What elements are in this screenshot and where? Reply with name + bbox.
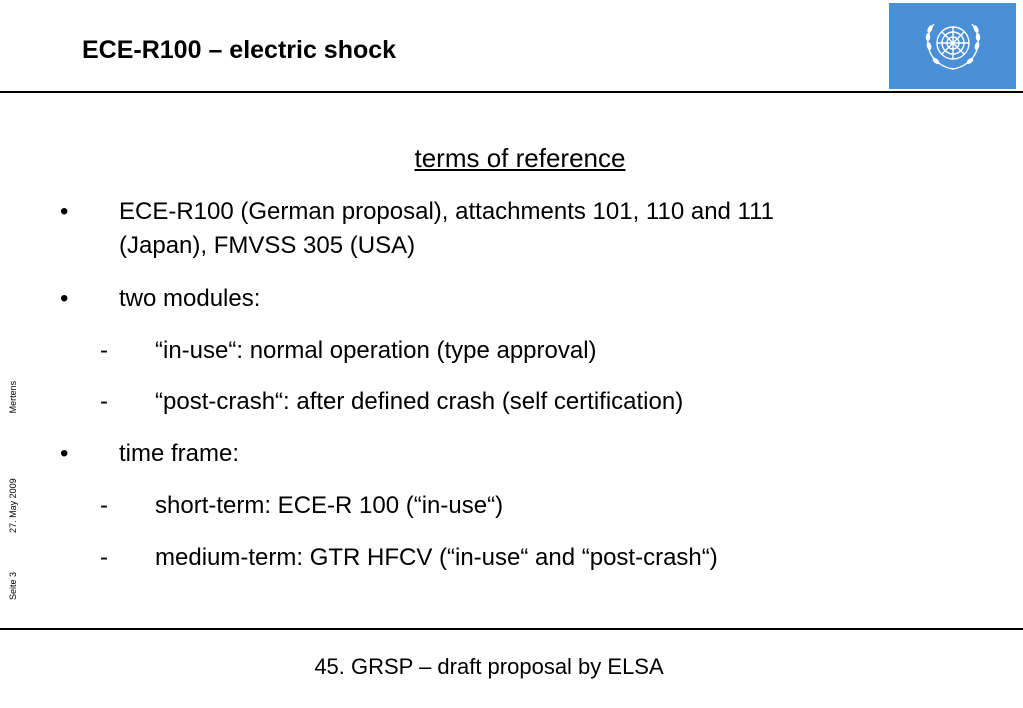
footer-divider [0, 628, 1023, 630]
bullet-1-line-1: ECE-R100 (German proposal), attachments 101, 110 and 111 [119, 198, 775, 225]
footer-text: 45. GRSP – draft proposal by ELSA [314, 654, 664, 679]
bullet-marker: • [60, 198, 69, 225]
bullet-3: time frame: [119, 440, 240, 467]
bullet-3-sub-2: medium-term: GTR HFCV (“in-use“ and “post-crash“) [155, 544, 718, 571]
bullet-marker: • [60, 440, 69, 467]
bullet-2-sub-2: “post-crash“: after defined crash (self certification) [155, 388, 684, 415]
page-number: Seite 3 [8, 571, 18, 600]
dash-marker: - [100, 492, 108, 519]
bullet-3-sub-1: short-term: ECE-R 100 (“in-use“) [155, 492, 504, 519]
dash-marker: - [100, 337, 108, 364]
section-heading: terms of reference [414, 143, 626, 173]
header-divider [0, 91, 1023, 93]
un-emblem-icon [920, 12, 986, 78]
bullet-2: two modules: [119, 285, 261, 312]
bullet-marker: • [60, 285, 69, 312]
dash-marker: - [100, 544, 108, 571]
bullet-1-line-2: (Japan), FMVSS 305 (USA) [119, 232, 416, 259]
un-logo [889, 3, 1016, 89]
slide-date: 27. May 2009 [8, 478, 18, 533]
slide-author: Mertens [8, 380, 18, 414]
dash-marker: - [100, 388, 108, 415]
slide-title: ECE-R100 – electric shock [82, 36, 397, 64]
side-meta [8, 380, 18, 600]
bullet-2-sub-1: “in-use“: normal operation (type approval) [155, 337, 597, 364]
